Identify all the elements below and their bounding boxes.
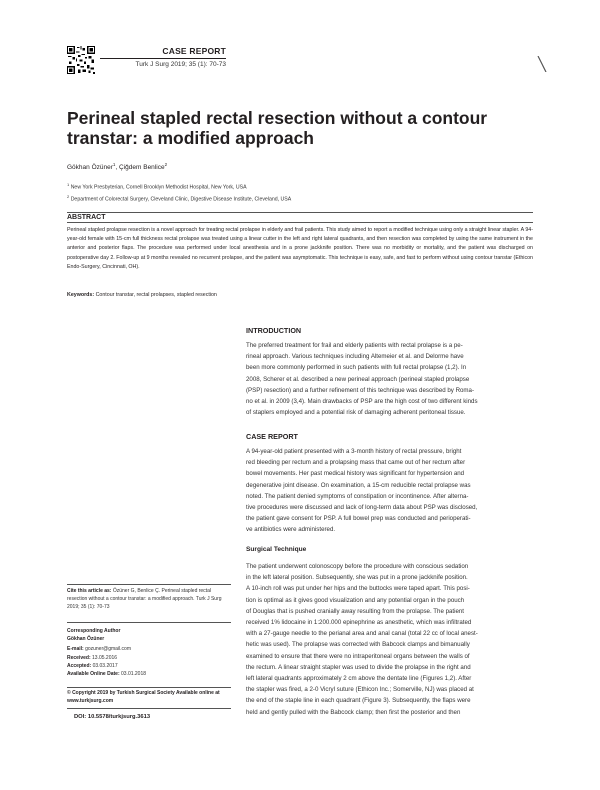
text-line: the stapler was fired, a 2-0 Vicryl suture (Ethicon Inc.; Somerville, NJ) was placed at — [246, 686, 474, 694]
text-line: ve antibiotics were administered. — [246, 526, 336, 534]
author-name: Gökhan Özüner — [67, 164, 113, 172]
intro-paragraph — [246, 340, 548, 418]
text-line: rineal approach. Various techniques including Altemeier et al. and Delorme have — [246, 353, 464, 361]
text-line: no et al. in 2009 (3,4). Main drawbacks of PSP are the high cost of two different kinds — [246, 398, 478, 406]
text-line: in the left lateral position. Subsequently, she was put in a prone jackknife position. — [246, 574, 468, 582]
affiliation: $^2$ Department of Colorectal Surgery, Cleveland Clinic, Digestive Disease Institute, Cleveland, USA — [67, 194, 292, 203]
case-report-heading: CASE REPORT — [246, 432, 298, 441]
text-line: The preferred treatment for frail and elderly patients with rectal prolapse is a pe- — [246, 342, 463, 349]
journal-website-link[interactable]: www.turkjsurg.com — [67, 697, 114, 704]
article-type-label: CASE REPORT — [162, 46, 226, 56]
case-paragraph — [246, 446, 548, 536]
text-line: left lateral quadrants approximately 2 cm above the dentate line (Figures 1,2). After — [246, 675, 472, 683]
text-line: tion is optimal as it gives good visualization and any potential organ in the pouch — [246, 596, 465, 604]
text-line: noted. The patient denied symptoms of constipation or incontinence. After alterna- — [246, 492, 469, 500]
abstract-heading: ABSTRACT — [67, 212, 533, 223]
text-line: held and gently pulled with the Babcock clamp; then first the posterior and then — [246, 708, 461, 716]
text-line: of Douglas that is pushed cranially away resulting from the prolapse. The patient — [246, 607, 465, 615]
text-line: the end of the staple line in each quadrant (Figure 3). Subsequently, the flaps were — [246, 697, 471, 705]
text-line: the patient gave consent for PSP. A full bowel prep was conducted and perioperati- — [246, 515, 471, 523]
journal-citation: Turk J Surg 2019; 35 (1): 70-73 — [135, 61, 226, 68]
text-line: 2008, Scherer et al. described a new perineal approach (perineal stapled prolapse — [246, 375, 470, 383]
text-line: with a 27-gauge needle to the perianal area and anal canal (total 22 cc of local anest- — [246, 630, 478, 638]
text-line: red bleeding per rectum and a prolapsing mass that came out of her rectum after — [246, 459, 466, 467]
sidebar-divider — [67, 708, 231, 709]
cite-box: Cite this article as: Özüner G, Benlice Ç. Perineal stapled rectal resection without a contour transtar: a modified approach. Turk J Surg 2019; 35 (1): 70-73 — [67, 588, 222, 610]
sidebar-divider — [67, 687, 231, 688]
sidebar-divider — [67, 622, 231, 623]
text-line: been more commonly performed in such patients with full rectal prolapse (1,2). In — [246, 364, 467, 372]
author-name: Çiğdem Benlice — [119, 164, 165, 172]
header-divider — [100, 58, 226, 59]
text-line: examined to ensure that there were no intraperitoneal organs between the walls of — [246, 652, 470, 660]
text-line: bowel movements. Her past medical history was significant for hypertension and — [246, 470, 465, 478]
email-link[interactable]: gozuner@gmail.com — [85, 645, 131, 652]
doi[interactable]: DOI: 10.5578/turkjsurg.3613 — [74, 714, 151, 720]
text-line: A 94-year-old patient presented with a 3-month history of rectal pressure, bright — [246, 448, 462, 455]
author-list: Gökhan Özüner$^1$, Çiğdem Benlice$^2$ — [67, 162, 168, 172]
text-line: of staplers employed and a potential risk of damaging adherent peritoneal tissue. — [246, 409, 466, 417]
corresponding-author: Corresponding Author Gökhan Özüner E-mail: gozuner@gmail.com Received: 13.05.2016 Accepted: 03.03.2017 Available Online Date: 03.01.2018 — [67, 628, 147, 677]
article-title: Perineal stapled rectal resection without a contour transtar: a modified approach — [67, 108, 488, 148]
abstract-text: Perineal stapled prolapse resection is a novel approach for treating rectal prolapse in elderly and frail patients. This study aimed to report a modified technique using only a straight linear stapler. A 94-year-old female with 15-cm full thickness rectal prolapse was treated using a linear cutter in the left and right lateral quadrants, and then resection was completed by using the same instrument in the anterior and posterior flaps. The procedure was performed under local anesthesia and in a prone jackknife position. There was no morbidity or mortality, and the patient was discharged on postoperative day 2. Follow-up at 9 months revealed no recurrent prolapse, and the patient was asymptomatic. This technique is easy, safe, and fast to perform without using contour transtar (Ethicon Endo-Surgery, Cincinnati, OH). — [67, 227, 533, 270]
sidebar-divider — [67, 584, 231, 585]
text-line: The patient underwent colonoscopy before the procedure with conscious sedation — [246, 563, 469, 570]
qr-code-icon — [67, 46, 95, 74]
text-line: (PSP) resection) and a further refinement of this technique was described by Roma- — [246, 386, 474, 394]
surgical-technique-heading: Surgical Technique — [246, 546, 307, 553]
copyright-notice: © Copyright 2019 by Turkish Surgical Society Available online at www.turkjsurg.com — [67, 690, 220, 704]
page-corner-mark-icon — [536, 56, 548, 72]
article-header — [100, 46, 226, 68]
text-line: received 1% lidocaine in 1:200.000 epinephrine as anesthetic, which was infiltrated — [246, 619, 472, 627]
text-line: the rectum. A linear straight stapler was used to divide the prolapse in the right and — [246, 663, 471, 671]
text-line: degenerative joint disease. On examination, a 15-cm reducible rectal prolapse was — [246, 481, 471, 489]
text-line: hetic was used). The prolapse was corrected with Babcock clamps and bimanually — [246, 641, 470, 649]
text-line: A 10-inch roll was put under her hips and the buttocks were taped apart. This posi- — [246, 585, 470, 593]
text-line: tive procedures were discussed and lack of long-term data about PSP was disclosed, — [246, 504, 478, 512]
surgical-paragraph — [246, 561, 548, 718]
affiliation: $^1$ New York Presbyterian, Cornell Brooklyn Methodist Hospital, New York, USA — [67, 182, 247, 191]
intro-heading: INTRODUCTION — [246, 326, 302, 335]
keywords: Keywords: Contour transtar, rectal prolapses, stapled resection — [67, 292, 217, 298]
